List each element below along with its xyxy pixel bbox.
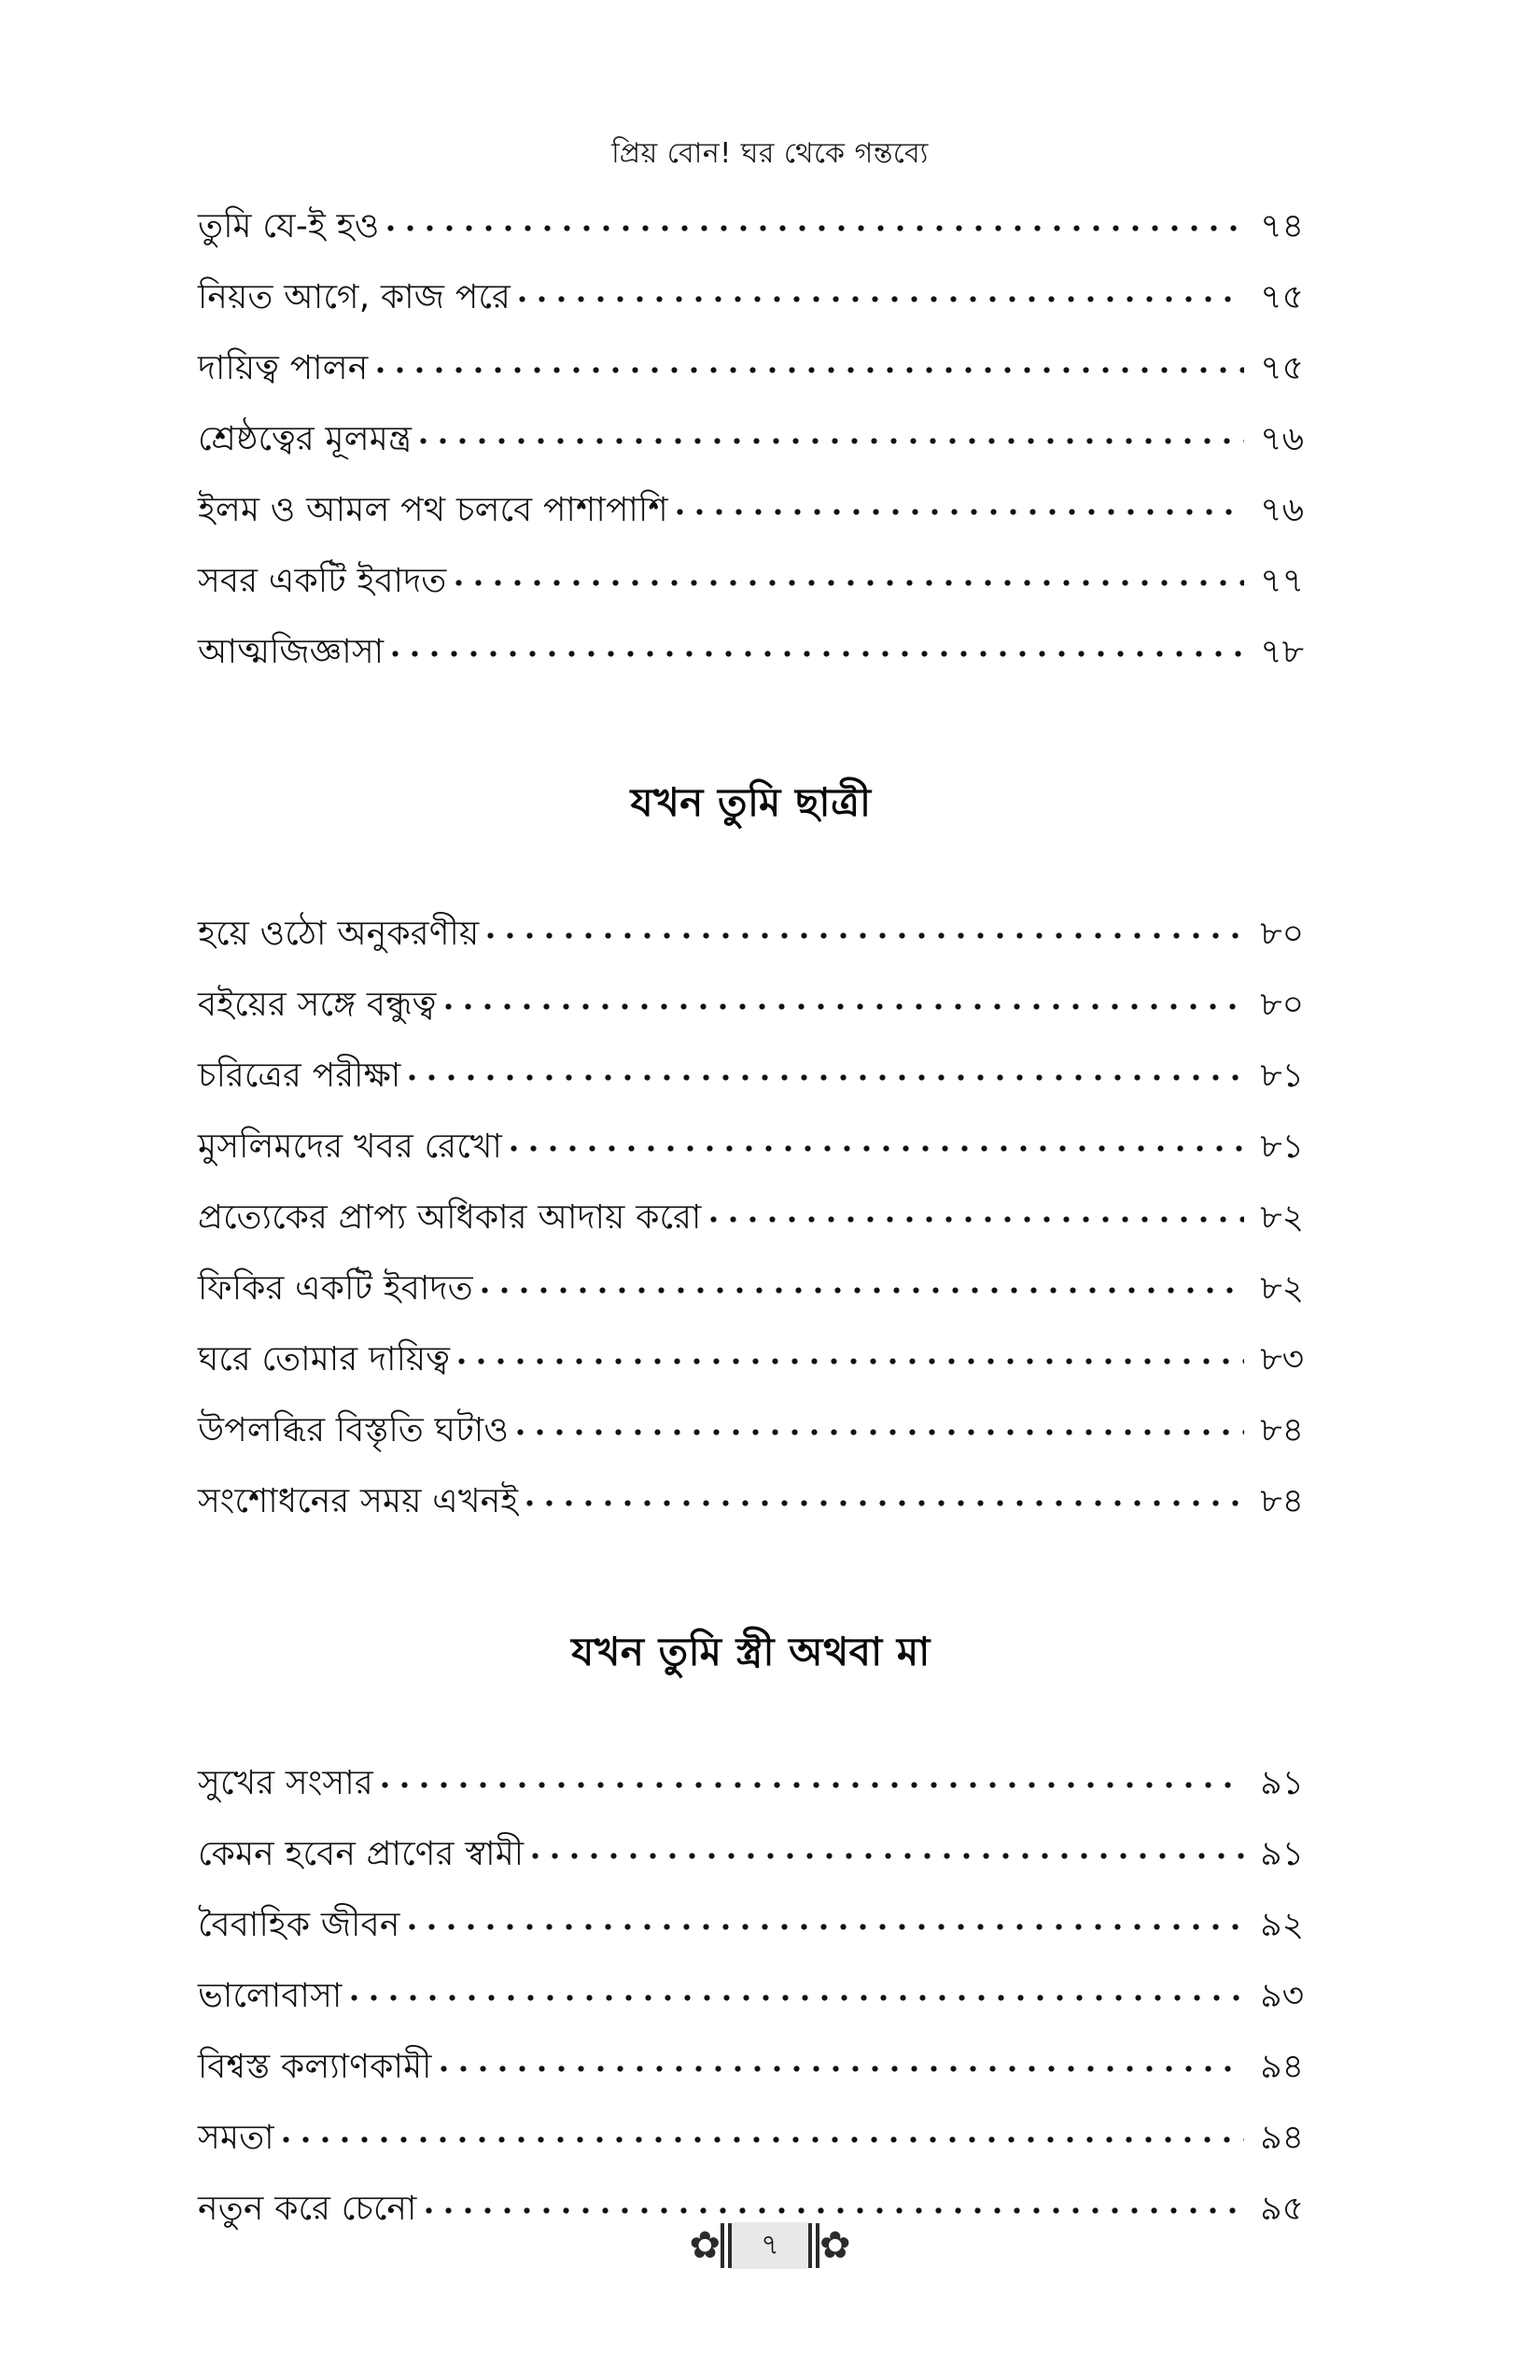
toc-entry-title: প্রত্যেকের প্রাপ্য অধিকার আদায় করো [198,1198,702,1237]
toc-entry-title: দায়িত্ব পালন [198,349,369,387]
toc-leader-dots [413,416,1244,450]
toc-entry[interactable] [198,416,1304,456]
toc-entry[interactable] [198,1478,1304,1519]
table-of-contents [198,203,1304,2257]
toc-leader-dots [419,2186,1244,2219]
floral-ornament-icon: ✿ [689,2221,732,2270]
toc-entry-page-number: ৭৪ [1260,207,1304,245]
toc-entry-title: ভালোবাসা [198,1977,343,2015]
toc-entry-title: বইয়ের সঙ্গে বন্ধুত্ব [198,986,437,1024]
toc-leader-dots [511,1407,1244,1441]
toc-entry-page-number: ৯১ [1260,1764,1304,1802]
toc-leader-dots [381,203,1244,237]
section-heading: যখন তুমি স্ত্রী অথবা মা [571,1629,931,1674]
toc-leader-dots [402,1902,1244,1936]
toc-entry-page-number: ৮১ [1260,1057,1304,1095]
toc-entry[interactable] [198,274,1304,315]
toc-entry[interactable] [198,558,1304,598]
toc-entry-page-number: ৭৬ [1260,420,1304,458]
toc-entry[interactable] [198,1266,1304,1306]
toc-leader-dots [449,558,1244,592]
section-heading: যখন তুমি ছাত্রী [630,779,872,825]
toc-entry-title: কেমন হবেন প্রাণের স্বামী [198,1835,525,1873]
toc-leader-dots [439,982,1244,1015]
toc-entry[interactable] [198,1407,1304,1448]
toc-entry-title: ঘরে তোমার দায়িত্ব [198,1340,451,1379]
toc-entry[interactable] [198,911,1304,951]
running-header: প্রিয় বোন! ঘর থেকে গন্তব্যে [611,137,929,170]
toc-entry-page-number: ৭৫ [1260,278,1304,316]
toc-entry-page-number: ৯৩ [1260,1977,1304,2015]
toc-entry-page-number: ৮০ [1260,986,1304,1024]
toc-leader-dots [525,1831,1244,1865]
toc-entry[interactable] [198,487,1304,527]
toc-entry-title: শ্রেষ্ঠত্বের মূলমন্ত্র [198,420,413,458]
toc-leader-dots [371,345,1245,379]
toc-entry-title: আত্মজিজ্ঞাসা [198,633,385,671]
toc-entry[interactable] [198,629,1304,669]
toc-entry-page-number: ৮২ [1260,1269,1304,1308]
toc-block [198,1760,1304,2226]
toc-entry[interactable] [198,1973,1304,2013]
toc-entry[interactable] [198,2044,1304,2084]
toc-entry[interactable] [198,203,1304,244]
toc-leader-dots [276,2115,1244,2149]
toc-entry-title: হয়ে ওঠো অনুকরণীয় [198,915,480,953]
toc-entry-page-number: ৮২ [1260,1198,1304,1237]
toc-leader-dots [704,1195,1244,1228]
toc-entry[interactable] [198,1337,1304,1377]
toc-entry-page-number: ৯১ [1260,1835,1304,1873]
toc-entry[interactable] [198,1760,1304,1800]
toc-leader-dots [520,1478,1244,1512]
toc-entry-page-number: ৭৬ [1260,491,1304,529]
toc-leader-dots [452,1337,1244,1370]
toc-leader-dots [434,2044,1244,2078]
page-footer [0,2221,1540,2270]
toc-leader-dots [504,1124,1244,1157]
toc-leader-dots [375,1760,1244,1794]
toc-entry-page-number: ৮৪ [1260,1411,1304,1449]
toc-entry[interactable] [198,1195,1304,1235]
toc-entry-page-number: ৯২ [1260,1906,1304,1944]
toc-entry-page-number: ৭৭ [1260,562,1304,600]
toc-entry-page-number: ৭৫ [1260,349,1304,387]
toc-leader-dots [475,1266,1244,1299]
toc-leader-dots [402,1053,1244,1086]
toc-entry[interactable] [198,1124,1304,1164]
footer-page-number: ৭ [732,2222,808,2269]
toc-leader-dots [670,487,1244,521]
toc-leader-dots [481,911,1244,945]
toc-entry-title: সমতা [198,2119,274,2157]
toc-entry-page-number: ৯৫ [1260,2190,1304,2228]
toc-entry[interactable] [198,1831,1304,1871]
toc-entry-page-number: ৮০ [1260,915,1304,953]
toc-entry-title: ফিকির একটি ইবাদত [198,1269,473,1308]
toc-entry-title: মুসলিমদের খবর রেখো [198,1127,502,1166]
toc-entry[interactable] [198,2115,1304,2155]
toc-entry-page-number: ৯৪ [1260,2048,1304,2086]
toc-entry-page-number: ৮১ [1260,1127,1304,1166]
toc-entry-title: উপলব্ধির বিস্তৃতি ঘটাও [198,1411,510,1449]
toc-entry-title: সংশোধনের সময় এখনই [198,1482,519,1520]
toc-entry[interactable] [198,1053,1304,1093]
toc-entry-title: তুমি যে-ই হও [198,207,380,245]
toc-entry-title: সবর একটি ইবাদত [198,562,447,600]
toc-entry[interactable] [198,982,1304,1022]
toc-leader-dots [344,1973,1245,2007]
toc-entry[interactable] [198,1902,1304,1942]
toc-block [198,203,1304,669]
toc-entry-page-number: ৮৩ [1260,1340,1304,1379]
toc-leader-dots [385,629,1244,663]
toc-entry-title: সুখের সংসার [198,1764,373,1802]
floral-ornament-icon: ✿ [808,2221,851,2270]
toc-entry-page-number: ৭৮ [1260,633,1304,671]
toc-entry-page-number: ৯৪ [1260,2119,1304,2157]
toc-leader-dots [512,274,1244,308]
toc-entry[interactable] [198,345,1304,385]
toc-block [198,911,1304,1519]
toc-entry-title: নতুন করে চেনো [198,2190,417,2228]
toc-entry-title: চরিত্রের পরীক্ষা [198,1057,401,1095]
toc-entry-title: বিশ্বস্ত কল্যাণকামী [198,2048,432,2086]
toc-entry[interactable] [198,2186,1304,2226]
toc-entry-page-number: ৮৪ [1260,1482,1304,1520]
toc-entry-title: বৈবাহিক জীবন [198,1906,400,1944]
toc-entry-title: নিয়ত আগে, কাজ পরে [198,278,511,316]
toc-entry-title: ইলম ও আমল পথ চলবে পাশাপাশি [198,491,668,529]
